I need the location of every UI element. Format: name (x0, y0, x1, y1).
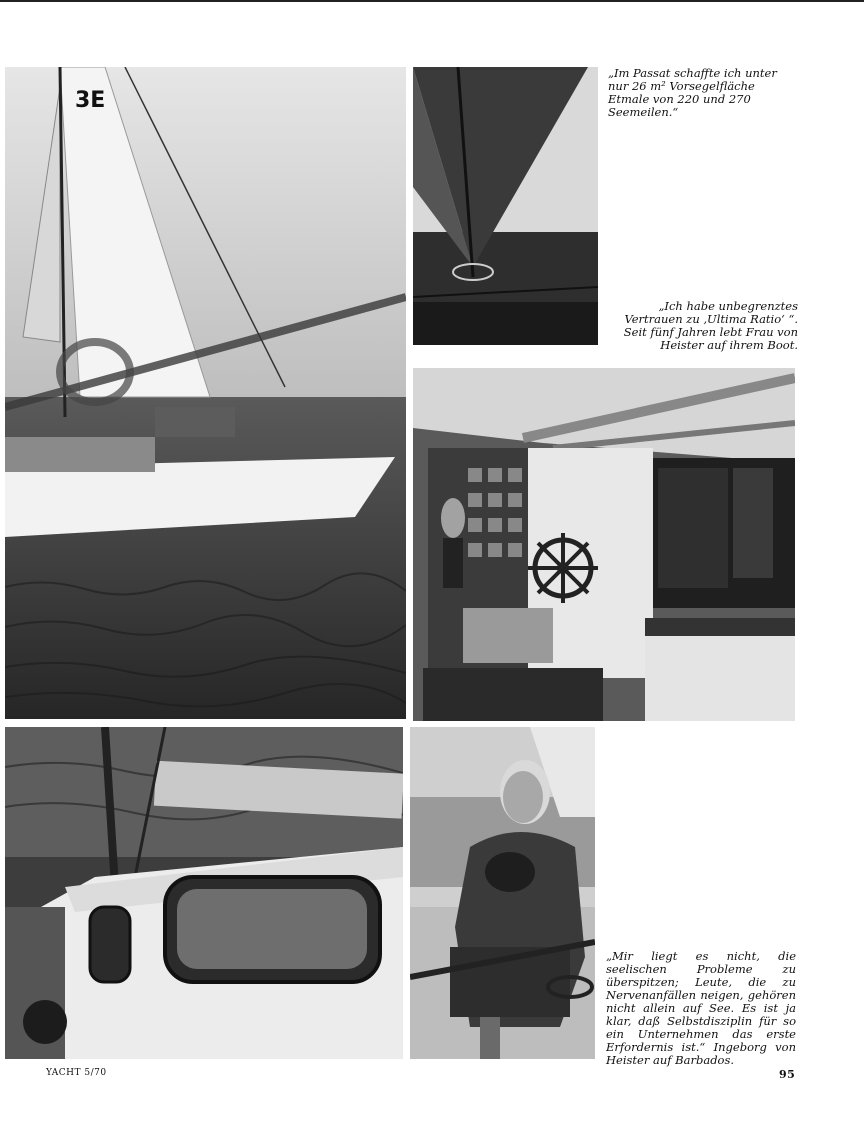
svg-text:3E: 3E (75, 88, 106, 113)
page-top-border (0, 0, 864, 2)
photo-cabin-interior (413, 368, 795, 721)
page-number: 95 (779, 1068, 796, 1081)
caption-vertrauen: „Ich habe unbegrenztes Vertrauen zu ‚Ultima Ratio‘ “. Seit fünf Jahren lebt Frau von Heister auf ihrem Boot. (623, 299, 798, 352)
photo-deckhouse (5, 727, 403, 1059)
photo-spinnaker (413, 67, 598, 345)
photo-portrait-ingeborg (410, 727, 595, 1059)
caption-probleme: „Mir liegt es nicht, die seelischen Probleme zu überspitzen; Leute, die zu Nervenanfällen neigen, gehören nicht allein auf See. Es ist ja klar, daß Selbstdisziplin für so ein Unternehmen das erste Erfordernis ist.“ Ingeborg von Heister auf Barbados. (606, 949, 796, 1067)
photo-yacht-sailing (5, 67, 406, 719)
footer-magazine: YACHT 5/70 (46, 1068, 107, 1078)
caption-passat: „Im Passat schaffte ich unter nur 26 m² Vorsegelfläche Etmale von 220 und 270 Seemeilen.“ (608, 66, 777, 119)
